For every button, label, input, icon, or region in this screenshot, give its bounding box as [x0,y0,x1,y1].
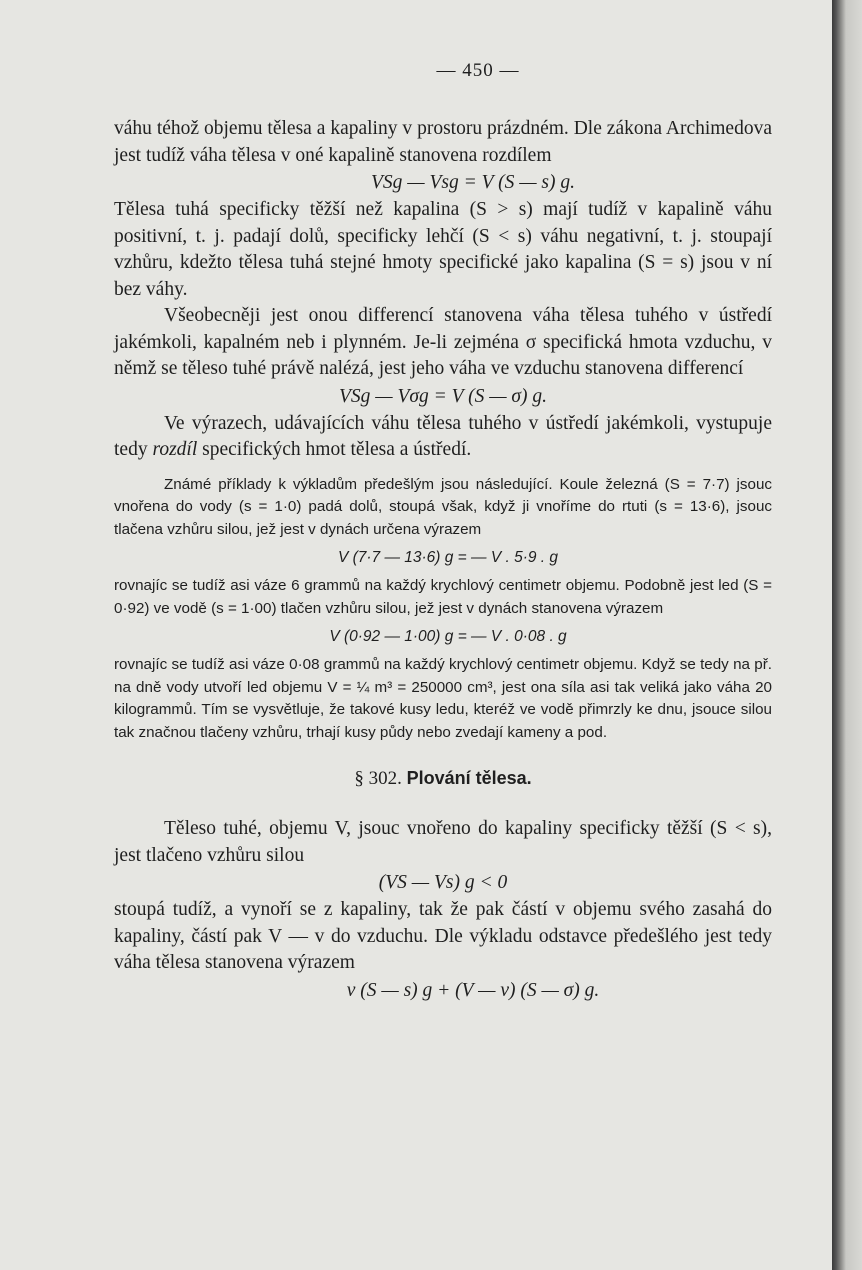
formula: (VS — Vs) g < 0 [378,872,508,893]
paragraph: Všeobecněji jest onou differencí stanovena váha tělesa tuhého v ústředí jakémkoli, kapalném neb i plynném. Je-li zejména σ specifická hmota vzduchu, v němž se těleso tuhé právě nalézá, jest jeho váha ve vzduchu stanovena differencí [114,305,772,379]
paragraph: stoupá tudíž, a vynoří se z kapaliny, tak že pak částí v objemu svého zasahá do kapaliny, částí pak V — v do vzduchu. Dle výkladu odstavce předešlého jest tedy váha tělesa stanovena výrazem [114,899,772,973]
page-number: — 450 — [436,60,520,81]
paragraph: Těleso tuhé, objemu V, jsouc vnořeno do kapaliny specificky těžší (S < s), jest tlačeno vzhůru silou [114,818,772,866]
small-print-paragraph: rovnajíc se tudíž asi váze 0·08 grammů na každý krychlový centimetr objemu. Když se tedy na př. na dně vody utvoří led objemu V = ¼ m³ = 250000 cm³, jest ona síla asi tak veliká jako váha 20 kilogrammů. Tím se vysvětluje, že takové kusy ledu, kteréž ve vodě přimrzly ke dnu, jsouce silou tak značnou tlačeny vzhůru, trhají kusy půdy nebo zvedají kameny a pod. [114,656,772,741]
section-title: Plování tělesa. [406,768,532,788]
paragraph-text: Ve výrazech, udávajících váhu tělesa tuhého v ústředí jakémkoli, vystupuje tedy [114,412,772,460]
formula: v (S — s) g + (V — v) (S — σ) g. [346,979,600,1001]
formula: V (0·92 — 1·00) g = — V . 0·08 . g [329,628,567,645]
formula: V (7·7 — 13·6) g = — V . 5·9 . g [337,549,559,566]
small-print-paragraph: rovnajíc se tudíž asi váze 6 grammů na každý krychlový centimetr objemu. Podobně jest led (S = 0·92) ve vodě (s = 1·00) tlačen vzhůru silou, jež jest v dynách stanovena výrazem [114,577,772,617]
paragraph-text: specifických hmot tělesa a ústředí. [197,439,472,460]
formula: VSg — Vsg = V (S — s) g. [370,172,575,193]
paragraph: váhu téhož objemu tělesa a kapaliny v prostoru prázdném. Dle zákona Archimedova jest tudíž váha tělesa v oné kapalině stanovena rozdílem [114,118,772,166]
emphasis: rozdíl [152,439,198,460]
section-heading [114,768,772,790]
paragraph: Tělesa tuhá specificky těžší než kapalina (S > s) mají tudíž v kapalině váhu positivní, t. j. padají dolů, specificky lehčí (S < s) váhu negativní, t. j. stoupají vzhůru, kdežto tělesa tuhá stejné hmoty specifické jako kapalina (S = s) jsou v ní bez váhy. [114,199,772,300]
section-number: § 302. [354,768,402,789]
small-print-paragraph: Známé příklady k výkladům předešlým jsou následující. Koule železná (S = 7·7) jsouc vnořena do vody (s = 1·0) padá dolů, stoupá však, když ji vnoříme do rtuti (s = 13·6), jsouc tlačena vzhůru silou, jež jest v dynách určena výrazem [114,475,772,538]
page-content [114,60,772,1005]
book-spine-shadow [832,0,862,1270]
formula: VSg — Vσg = V (S — σ) g. [338,385,548,407]
paragraph [114,411,772,464]
